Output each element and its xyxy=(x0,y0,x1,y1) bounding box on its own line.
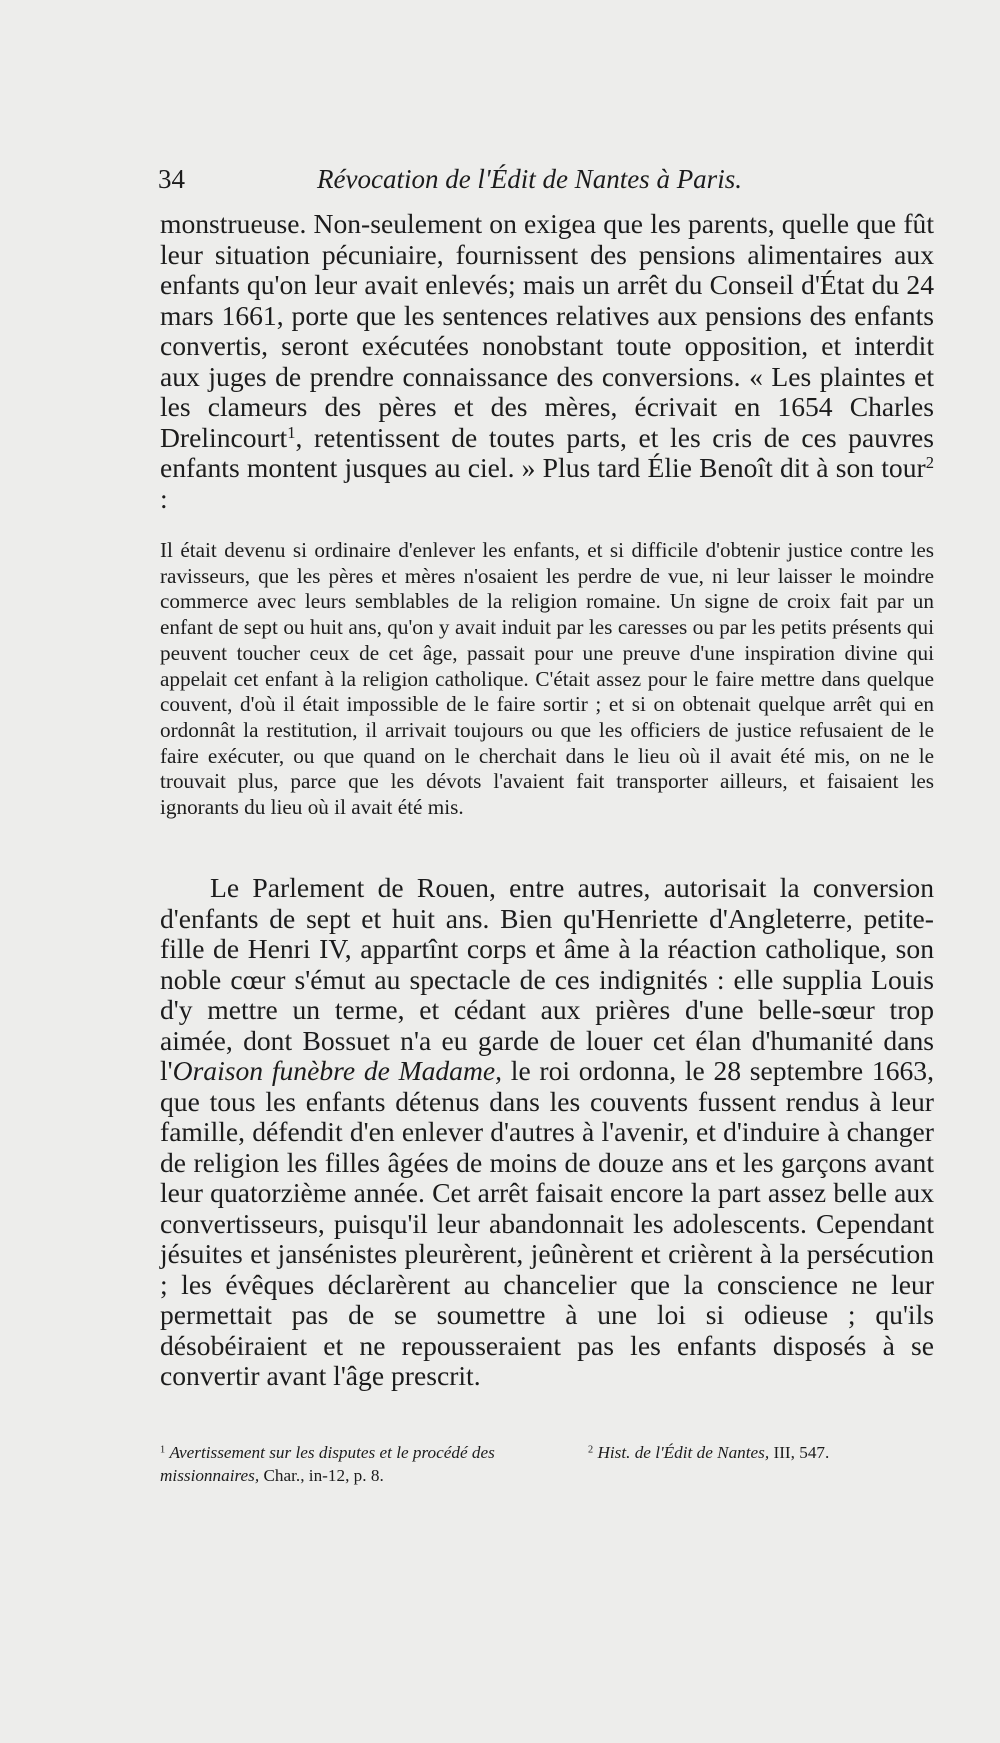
paragraph-1-text-c: : xyxy=(160,482,168,514)
footnote-2-rest: III, 547. xyxy=(769,1443,830,1462)
paragraph-1-text-a: monstrueuse. Non-seulement on exigea que les parents, quelle que fût leur situation pécuniaire, fournissent des pensions alimentaires aux enfants qu'on leur avait enlevés; mais un arrêt du Conseil d'État du 24 mars 1661, porte que les sentences relatives aux pensions des enfants convertis, seront exécutées nonobstant toute opposition, et interdit aux juges de prendre connaissance des conversions. « Les plaintes et les clameurs des pères et des mères, écrivait en 1654 Charles Drelincourt xyxy=(160,208,934,453)
footnote-1-italic: Avertissement sur les disputes et le procédé des missionnaires, xyxy=(160,1443,495,1485)
running-title: Révocation de l'Édit de Nantes à Paris. xyxy=(317,164,742,194)
paragraph-2-text-a: Le Parlement de Rouen, entre autres, autorisait la conversion d'enfants de sept et huit ans. Bien qu'Henriette d'Angleterre, petite-fille de Henri IV, appartînt corps et âme à la réaction catholique, son noble cœur s'émut au spectacle de ces indignités : elle supplia Louis d'y mettre un terme, et cédant aux prières d'une belle-sœur trop aimée, dont Bossuet n'a eu garde de louer cet élan d'humanité dans l' xyxy=(160,872,934,1086)
footnote-1-marker: 1 xyxy=(160,1444,166,1456)
paragraph-1-text-b: , retentissent de toutes parts, et les cris de ces pauvres enfants montent jusques au ciel. » Plus tard Élie Benoît dit à son tour xyxy=(160,421,934,483)
paragraph-2-text-b: le roi ordonna, le 28 septembre 1663, que tous les enfants détenus dans les couvents fussent rendus à leur famille, défendit d'en enlever d'autres à l'avenir, et d'induire à changer de religion les filles âgées de moins de douze ans et les garçons avant leur quatorzième année. Cet arrêt faisait encore la part assez belle aux convertisseurs, puisqu'il leur abandonnait les adolescents. Cependant jésuites et jansénistes pleurèrent, jeûnèrent et crièrent à la persécution ; les évêques déclarèrent au chancelier que la conscience ne leur permettait pas de se soumettre à une loi si odieuse ; qu'ils désobéiraient et ne repousseraient pas les enfants disposés à se convertir avant l'âge prescrit. xyxy=(160,1055,934,1391)
body-paragraph-2 xyxy=(160,873,934,1392)
footnote-2-marker: 2 xyxy=(588,1444,594,1456)
body-paragraph-1 xyxy=(160,209,934,514)
footnote-2-italic: Hist. de l'Édit de Nantes, xyxy=(597,1443,770,1462)
footnote-ref-2: 2 xyxy=(925,452,934,472)
page-header xyxy=(158,164,938,204)
block-quotation: Il était devenu si ordinaire d'enlever les enfants, et si difficile d'obtenir justice contre les ravisseurs, que les pères et mères n'osaient les perdre de vue, ni leur laisser le moindre commerce avec leurs semblables de la religion romaine. Un signe de croix fait par un enfant de sept ou huit ans, qu'on y avait induit par les caresses ou par les petits présents qui peuvent toucher ceux de cet âge, passait pour une preuve d'une inspiration divine qui appelait cet enfant à la religion catholique. C'était assez pour le faire mettre dans quelque couvent, d'où il était impossible de le faire sortir ; et si on obtenait quelque arrêt qui en ordonnât la restitution, il arrivait toujours ou que les officiers de justice refusaient de le faire exécuter, ou que quand on le cherchait dans le lieu où il avait été mis, on ne le trouvait plus, parce que les dévots l'avaient fait transporter ailleurs, et faisaient les ignorants du lieu où il avait été mis. xyxy=(160,538,934,820)
footnote-2 xyxy=(588,1441,940,1464)
paragraph-2-italic-title: Oraison funèbre de Madame, xyxy=(172,1055,503,1086)
footnote-1 xyxy=(160,1441,540,1487)
footnote-ref-1: 1 xyxy=(287,422,296,442)
footnote-1-rest: Char., in-12, p. 8. xyxy=(259,1466,384,1485)
page-number: 34 xyxy=(158,164,185,194)
